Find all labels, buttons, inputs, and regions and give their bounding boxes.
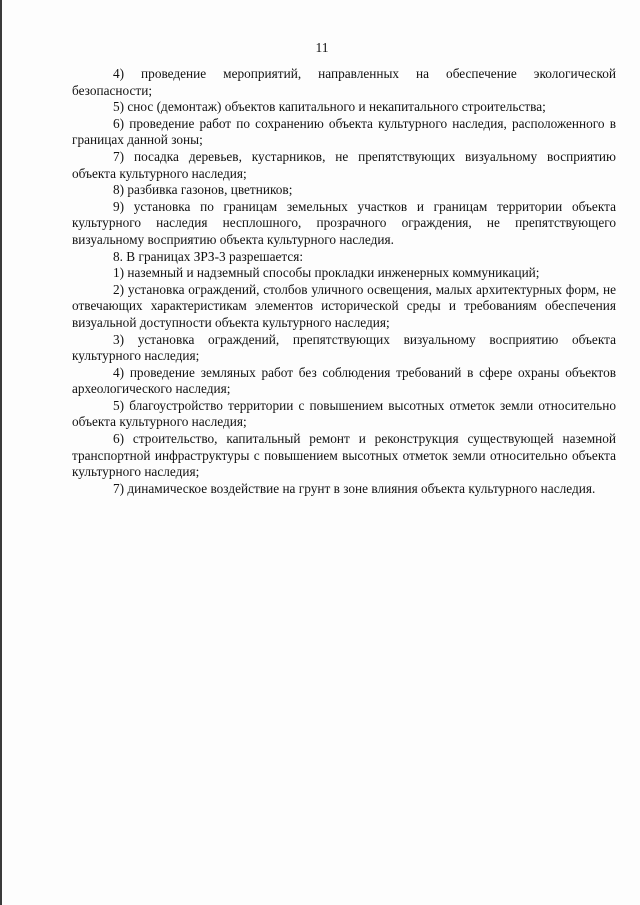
paragraph-4-ecology: 4) проведение мероприятий, направленных на обеспечение экологической безопасности; bbox=[72, 66, 616, 98]
paragraph-8-lawns: 8) разбивка газонов, цветников; bbox=[113, 182, 293, 198]
document-body bbox=[72, 66, 616, 497]
page-number: 11 bbox=[315, 40, 329, 55]
paragraph-3-blocking-fences: 3) установка ограждений, препятствующих визуальному восприятию объекта культурного наследия; bbox=[72, 331, 616, 364]
paragraph-7-planting: 7) посадка деревьев, кустарников, не препятствующих визуальному восприятию объекта культурного наследия; bbox=[72, 148, 616, 181]
paragraph-9-fencing: 9) установка по границам земельных участков и границам территории объекта культурного наследия несплошного, прозрачного ограждения, не препятствующего визуальному восприятию объекта культурного наследия. bbox=[72, 198, 616, 247]
paragraph-4-earthworks: 4) проведение земляных работ без соблюдения требований в сфере охраны объектов археологического наследия; bbox=[72, 364, 616, 397]
paragraph-5-demolition: 5) снос (демонтаж) объектов капитального и некапитального строительства; bbox=[113, 99, 546, 115]
paragraph-2-fences-lighting: 2) установка ограждений, столбов уличного освещения, малых архитектурных форм, не отвечающих характеристикам элементов исторической среды и требованиям обеспечения визуальной доступности объекта культурного наследия; bbox=[72, 281, 616, 330]
section-8-heading: 8. В границах ЗРЗ-3 разрешается: bbox=[113, 248, 304, 264]
paragraph-1-utilities: 1) наземный и надземный способы прокладки инженерных коммуникаций; bbox=[113, 265, 540, 281]
paragraph-5-landscaping: 5) благоустройство территории с повышением высотных отметок земли относительно объекта культурного наследия; bbox=[72, 397, 616, 430]
paragraph-6-transport: 6) строительство, капитальный ремонт и реконструкция существующей наземной транспортной инфраструктуры с повышением высотных отметок земли относительно объекта культурного наследия; bbox=[72, 431, 616, 480]
paragraph-6-preservation: 6) проведение работ по сохранению объекта культурного наследия, расположенного в границах данной зоны; bbox=[72, 115, 616, 148]
paragraph-7-dynamic-impact: 7) динамическое воздействие на грунт в зоне влияния объекта культурного наследия. bbox=[113, 480, 596, 496]
